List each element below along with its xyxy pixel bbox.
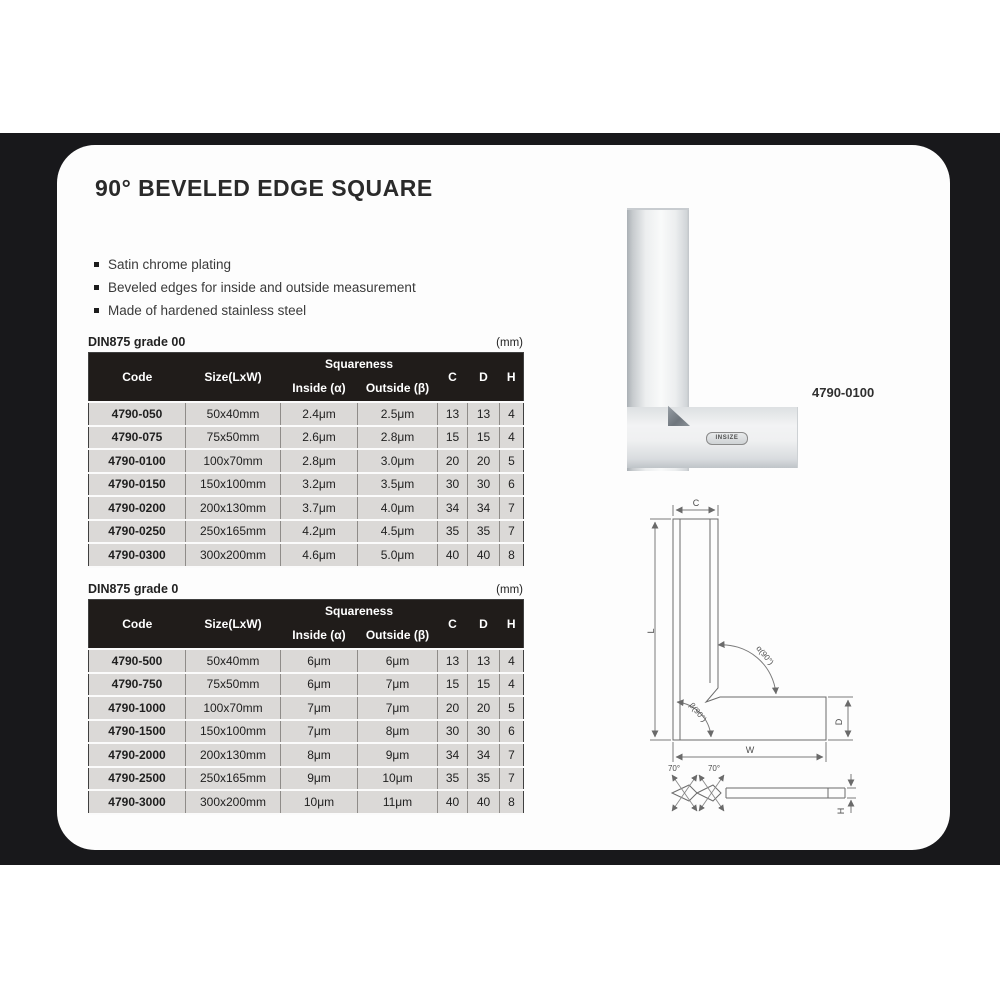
table-row — [89, 767, 524, 791]
table-cell: 4790-075 — [89, 426, 186, 450]
spec-section-grade00 — [88, 335, 523, 568]
table-cell: 4 — [500, 649, 524, 673]
table-cell: 4790-0200 — [89, 496, 186, 520]
col-header-code: Code — [89, 353, 186, 403]
table-cell: 15 — [468, 426, 500, 450]
table-unit: (mm) — [496, 337, 523, 349]
table-cell: 50x40mm — [186, 649, 281, 673]
table-cell: 6 — [500, 720, 524, 744]
table-cell: 4790-050 — [89, 402, 186, 426]
table-cell: 5 — [500, 696, 524, 720]
table-cell: 20 — [438, 696, 468, 720]
col-header-size: Size(LxW) — [186, 353, 281, 403]
table-row — [89, 449, 524, 473]
table-cell: 40 — [438, 543, 468, 567]
table-cell: 4.0μm — [358, 496, 438, 520]
table-cell: 15 — [438, 426, 468, 450]
table-cell: 4790-500 — [89, 649, 186, 673]
table-cell: 7μm — [358, 673, 438, 697]
col-header-code: Code — [89, 600, 186, 650]
square-bullet-icon — [94, 308, 99, 313]
table-cell: 35 — [438, 767, 468, 791]
feature-item — [94, 257, 416, 272]
table-cell: 2.6μm — [281, 426, 358, 450]
table-cell: 34 — [438, 496, 468, 520]
table-cell: 100x70mm — [186, 449, 281, 473]
table-cell: 5.0μm — [358, 543, 438, 567]
table-cell: 35 — [438, 520, 468, 544]
feature-text: Satin chrome plating — [108, 257, 232, 272]
square-bullet-icon — [94, 285, 99, 290]
feature-list — [94, 257, 416, 326]
insize-logo: INSIZE — [706, 432, 748, 445]
table-cell: 7μm — [358, 696, 438, 720]
table-cell: 3.0μm — [358, 449, 438, 473]
table-cell: 40 — [468, 543, 500, 567]
table-cell: 7 — [500, 520, 524, 544]
dim-h-label: H — [836, 807, 846, 815]
product-code-label: 4790-0100 — [812, 385, 875, 400]
table-cell: 4790-0300 — [89, 543, 186, 567]
col-header-size: Size(LxW) — [186, 600, 281, 650]
table-cell: 7 — [500, 496, 524, 520]
col-header-c: C — [438, 353, 468, 403]
table-caption: DIN875 grade 0 — [88, 582, 179, 596]
page-title: 90° BEVELED EDGE SQUARE — [95, 175, 433, 201]
col-header-h: H — [500, 600, 524, 650]
table-cell: 7μm — [281, 696, 358, 720]
table-cell: 35 — [468, 767, 500, 791]
table-cell: 13 — [438, 402, 468, 426]
table-cell: 9μm — [358, 743, 438, 767]
table-row — [89, 696, 524, 720]
table-cell: 40 — [468, 790, 500, 814]
table-cell: 250x165mm — [186, 767, 281, 791]
table-cell: 30 — [468, 720, 500, 744]
table-cell: 6μm — [281, 673, 358, 697]
table-unit: (mm) — [496, 584, 523, 596]
table-cell: 200x130mm — [186, 743, 281, 767]
table-cell: 200x130mm — [186, 496, 281, 520]
col-header-d: D — [468, 600, 500, 650]
table-row — [89, 520, 524, 544]
table-cell: 4790-0100 — [89, 449, 186, 473]
col-header-d: D — [468, 353, 500, 403]
table-cell: 250x165mm — [186, 520, 281, 544]
table-cell: 34 — [468, 743, 500, 767]
col-header-outside: Outside (β) — [358, 375, 438, 402]
table-cell: 40 — [438, 790, 468, 814]
table-cell: 30 — [438, 473, 468, 497]
table-cell: 4790-1500 — [89, 720, 186, 744]
table-cell: 34 — [438, 743, 468, 767]
table-cell: 4.2μm — [281, 520, 358, 544]
table-cell: 4790-0250 — [89, 520, 186, 544]
cross-section — [672, 774, 856, 813]
dim-d-label: D — [834, 718, 844, 726]
table-row — [89, 649, 524, 673]
table-cell: 4 — [500, 426, 524, 450]
table-cell: 30 — [438, 720, 468, 744]
table-cell: 4790-0150 — [89, 473, 186, 497]
table-cell: 15 — [468, 673, 500, 697]
table-cell: 20 — [438, 449, 468, 473]
table-row — [89, 673, 524, 697]
feature-item — [94, 280, 416, 295]
inside-angle-label: α(90°) — [754, 644, 776, 667]
table-cell: 6μm — [358, 649, 438, 673]
table-cell: 8μm — [281, 743, 358, 767]
table-row — [89, 743, 524, 767]
table-cell: 8μm — [358, 720, 438, 744]
col-header-c: C — [438, 600, 468, 650]
table-cell: 150x100mm — [186, 720, 281, 744]
table-cell: 75x50mm — [186, 426, 281, 450]
table-cell: 6μm — [281, 649, 358, 673]
table-cell: 35 — [468, 520, 500, 544]
feature-item — [94, 303, 416, 318]
col-header-squareness: Squareness — [281, 600, 438, 623]
table-cell: 15 — [438, 673, 468, 697]
table-cell: 10μm — [281, 790, 358, 814]
table-cell: 2.4μm — [281, 402, 358, 426]
table-row — [89, 473, 524, 497]
dim-c-label: C — [692, 498, 700, 508]
table-cell: 4790-1000 — [89, 696, 186, 720]
table-cell: 8 — [500, 543, 524, 567]
table-cell: 20 — [468, 449, 500, 473]
table-cell: 2.8μm — [281, 449, 358, 473]
table-cell: 34 — [468, 496, 500, 520]
col-header-inside: Inside (α) — [281, 375, 358, 402]
dim-w-label: W — [745, 745, 755, 755]
spec-table-grade00 — [88, 352, 524, 568]
table-cell: 4.6μm — [281, 543, 358, 567]
table-cell: 4.5μm — [358, 520, 438, 544]
square-bullet-icon — [94, 262, 99, 267]
table-cell: 13 — [468, 649, 500, 673]
table-cell: 75x50mm — [186, 673, 281, 697]
table-cell: 2.5μm — [358, 402, 438, 426]
spec-section-grade0 — [88, 582, 523, 815]
table-cell: 2.8μm — [358, 426, 438, 450]
bevel-angle-label: 70° — [667, 764, 681, 773]
table-cell: 50x40mm — [186, 402, 281, 426]
table-cell: 300x200mm — [186, 543, 281, 567]
table-cell: 3.5μm — [358, 473, 438, 497]
table-cell: 4790-3000 — [89, 790, 186, 814]
table-cell: 4 — [500, 402, 524, 426]
table-cell: 10μm — [358, 767, 438, 791]
table-cell: 100x70mm — [186, 696, 281, 720]
dim-l-label: L — [646, 628, 656, 634]
table-row — [89, 543, 524, 567]
col-header-squareness: Squareness — [281, 353, 438, 376]
col-header-h: H — [500, 353, 524, 403]
table-caption: DIN875 grade 00 — [88, 335, 186, 349]
table-row — [89, 496, 524, 520]
content-card — [57, 145, 950, 850]
table-cell: 5 — [500, 449, 524, 473]
table-cell: 8 — [500, 790, 524, 814]
table-cell: 3.7μm — [281, 496, 358, 520]
table-cell: 13 — [468, 402, 500, 426]
table-cell: 4 — [500, 673, 524, 697]
table-cell: 9μm — [281, 767, 358, 791]
table-cell: 4790-750 — [89, 673, 186, 697]
table-cell: 150x100mm — [186, 473, 281, 497]
table-cell: 4790-2000 — [89, 743, 186, 767]
table-cell: 3.2μm — [281, 473, 358, 497]
table-cell: 7 — [500, 767, 524, 791]
table-cell: 11μm — [358, 790, 438, 814]
col-header-inside: Inside (α) — [281, 622, 358, 649]
feature-text: Beveled edges for inside and outside measurement — [108, 280, 416, 295]
table-cell: 7μm — [281, 720, 358, 744]
table-row — [89, 426, 524, 450]
table-row — [89, 790, 524, 814]
feature-text: Made of hardened stainless steel — [108, 303, 307, 318]
table-cell: 4790-2500 — [89, 767, 186, 791]
table-cell: 7 — [500, 743, 524, 767]
dimension-diagram — [640, 495, 940, 840]
table-row — [89, 720, 524, 744]
table-cell: 20 — [468, 696, 500, 720]
col-header-outside: Outside (β) — [358, 622, 438, 649]
outside-angle-label: β(90°) — [687, 701, 709, 724]
spec-table-grade0 — [88, 599, 524, 815]
table-cell: 30 — [468, 473, 500, 497]
table-cell: 13 — [438, 649, 468, 673]
table-row — [89, 402, 524, 426]
table-cell: 6 — [500, 473, 524, 497]
table-cell: 300x200mm — [186, 790, 281, 814]
bevel-angle-label: 70° — [707, 764, 721, 773]
